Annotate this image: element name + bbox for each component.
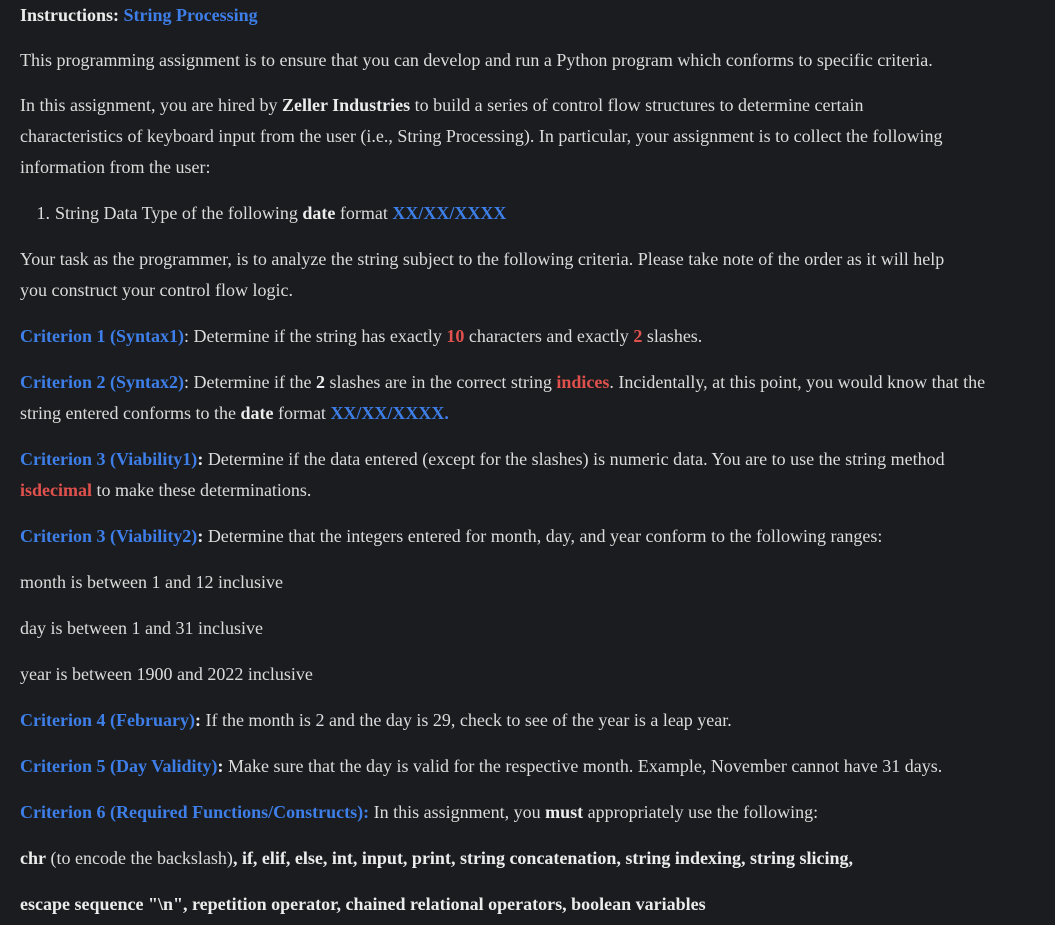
criterion-1: Criterion 1 (Syntax1): Determine if the string has exactly 10 characters and exactly 2 slashes. bbox=[20, 326, 703, 346]
intro-paragraph: This programming assignment is to ensure that you can develop and run a Python program which conforms to specific criteria. bbox=[20, 50, 933, 70]
criterion-3-viability1: Criterion 3 (Viability1): Determine if the data entered (except for the slashes) is numeric data. You are to use the string method isdecimal to make these determinations. bbox=[20, 449, 945, 500]
criterion-4: Criterion 4 (February): If the month is 2 and the day is 29, check to see of the year is a leap year. bbox=[20, 710, 732, 730]
criterion-3-viability2: Criterion 3 (Viability2): Determine that the integers entered for month, day, and year conform to the following ranges: bbox=[20, 526, 883, 546]
range-day: day is between 1 and 31 inclusive bbox=[20, 618, 263, 638]
heading: Instructions: String Processing bbox=[20, 5, 258, 25]
assignment-paragraph: In this assignment, you are hired by Zeller Industries to build a series of control flow structures to determine certain characteristics of keyboard input from the user (i.e., String Processing). In particular, your assignment is to collect the following information from the user: bbox=[20, 95, 943, 177]
criterion-6: Criterion 6 (Required Functions/Constructs): In this assignment, you must appropriately use the following: bbox=[20, 802, 819, 822]
list-item: 1. String Data Type of the following date format XX/XX/XXXX bbox=[36, 203, 507, 223]
criterion-5: Criterion 5 (Day Validity): Make sure that the day is valid for the respective month. Example, November cannot have 31 days. bbox=[20, 756, 943, 776]
criterion-2: Criterion 2 (Syntax2): Determine if the 2 slashes are in the correct string indices. Incidentally, at this point, you would know that the string entered conforms to the date format XX/XX/XXXX. bbox=[20, 372, 986, 423]
range-month: month is between 1 and 12 inclusive bbox=[20, 572, 283, 592]
range-year: year is between 1900 and 2022 inclusive bbox=[20, 664, 313, 684]
task-paragraph: Your task as the programmer, is to analyze the string subject to the following criteria. Please take note of the order as it will help you construct your control flow logic. bbox=[20, 249, 945, 300]
required-constructs-line2: escape sequence "\n", repetition operator, chained relational operators, boolean variables bbox=[20, 894, 706, 914]
required-constructs-line1: chr (to encode the backslash), if, elif, else, int, input, print, string concatenation, string indexing, string slicing, bbox=[20, 848, 853, 868]
